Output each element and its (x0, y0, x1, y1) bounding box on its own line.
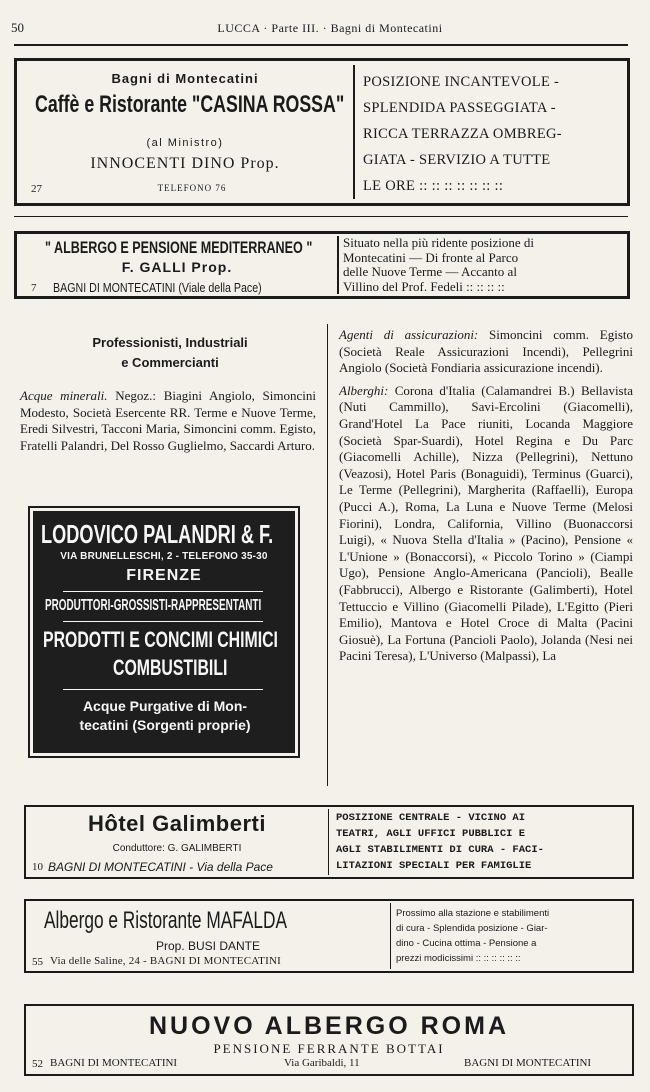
ad-number: 55 (32, 956, 43, 968)
ad-owner: Prop. BUSI DANTE (155, 939, 261, 953)
header-rule (14, 44, 628, 46)
ad-divider (337, 236, 339, 294)
ad-nuovo-albergo-roma (24, 1004, 634, 1076)
ad-address: BAGNI DI MONTECATINI - Via della Pace (48, 860, 273, 874)
ad-telephone: TELEFONO 76 (157, 183, 227, 193)
page-number: 50 (11, 20, 24, 35)
ad-number: 10 (32, 861, 43, 873)
ad-number: 52 (32, 1058, 43, 1070)
agenti-entry (339, 327, 633, 377)
ad-number: 27 (31, 183, 42, 195)
ad-conductor: Conduttore: G. GALIMBERTI (112, 843, 242, 854)
ad-business-name: LODOVICO PALANDRI & F. (41, 519, 274, 549)
ad-palandri (33, 511, 295, 753)
ad-address-left: BAGNI DI MONTECATINI (50, 1057, 178, 1069)
ad-right-text: Situato nella più ridente posizione di Montecatini — Di fronte al Parco delle Nuove Terme — Accanto al Villino del Prof. Fedeli :: :: :: :: (343, 235, 534, 294)
ad-trade: PRODUTTORI-GROSSISTI-RAPPRESENTANTI (45, 597, 262, 614)
ad-owner: F. GALLI Prop. (121, 259, 233, 275)
section-heading: Professionisti, Industriali e Commercianti (92, 335, 248, 370)
ad-subtitle: PENSIONE FERRANTE BOTTAI (213, 1041, 445, 1056)
ad-rule (63, 689, 263, 690)
ad-business-name: NUOVO ALBERGO ROMA (148, 1012, 510, 1040)
entry-text: Simoncini comm. Egisto (Società Reale Assicurazioni Incendi), Pellegrini Angiolo (Società Fondiaria assicurazione incendi). (339, 327, 634, 376)
ad-divider (353, 65, 355, 199)
ad-business-name: Hôtel Galimberti (88, 811, 266, 836)
ad-address-middle: Via Garibaldi, 11 (284, 1057, 360, 1069)
ad-business-name: Caffè e Ristorante "CASINA ROSSA" (35, 91, 345, 118)
ad-products: PRODOTTI E CONCIMI CHIMICI COMBUSTIBILI (43, 627, 278, 680)
ad-waters: Acque Purgative di Mon- tecatini (Sorgenti proprie) (79, 698, 251, 733)
ad-divider (328, 809, 329, 875)
ad-address: Via delle Saline, 24 - BAGNI DI MONTECATINI (50, 955, 281, 967)
ad-right-text: POSIZIONE CENTRALE - VICINO AI TEATRI, AGLI UFFICI PUBBLICI E AGLI STABILIMENTI DI CURA - FACI- LITAZIONI SPECIALI PER FAMIGLIE (336, 812, 544, 872)
ad-address-right: BAGNI DI MONTECATINI (464, 1057, 592, 1069)
ad-number: 7 (31, 282, 37, 294)
ad-business-name: Albergo e Ristorante MAFALDA (44, 907, 287, 934)
right-column (339, 327, 633, 763)
ad-mafalda (24, 899, 634, 973)
ad-city: FIRENZE (126, 567, 202, 584)
ad-subtitle: (al Ministro) (146, 137, 224, 149)
ad-casina-rossa (14, 58, 630, 206)
ad-address: BAGNI DI MONTECATINI (Viale della Pace) (53, 280, 262, 295)
ad-address: VIA BRUNELLESCHI, 2 - TELEFONO 35-30 (60, 551, 268, 562)
ad-right-text: POSIZIONE INCANTEVOLE - SPLENDIDA PASSEGGIATA - RICCA TERRAZZA OMBREG- GIATA - SERVIZIO A TUTTE LE ORE :: :: :: :: :: :: :: (363, 74, 562, 194)
entry-label: Acque minerali. (20, 388, 108, 403)
ad-right-text: Prossimo alla stazione e stabilimenti di cura - Splendida posizione - Giar- dino - Cucina ottima - Pensione a prezzi modicissimi :: :: :: :: :: :: (396, 908, 550, 964)
divider-rule (14, 216, 628, 217)
entry-text: Corona d'Italia (Calamandrei B.) Bellavista (Nuti Cammillo), Savi-Ercolini (Giacomelli), Grand'Hotel La Pace riuniti, Locanda Maggiore (Società Spar-Suardi), Hotel Regina e Du Parc (Giacomelli Achille), Nizza (Pellegrini), Nettuno (Veazosi), Hotel Paris (Bonaguidi), Terminus (Guarci), Le Terme (Pellegrini), Margherita (Raffaelli), Europa (Pucci A.), Roma, La Luna e Nuove Terme (Melosi Fiorini), Londra, California, Villino (Buonaccorsi Luigi), « Nuova Stella d'Italia » (Pacino), Pensione « L'Unione » (Bonaccorsi), « Piccolo Torino » (Ciampi Ugo), Pensione Anglo-Americana (Pancioli), Bealle (Fabbrucci), Albergo e Ristorante (Galimberti), Hotel Tettuccio e Villino (Giacomelli Pilade), L'Egitto (Pieri Emilio), Mantova e Hotel Croce di Malta (Pacini Giosuè), La Fortuna (Pancioli Paolo), Jolanda (Nesi nei Pacini Teresa), L'Universo (Malpassi), La (339, 382, 633, 664)
ad-divider (390, 903, 391, 969)
ad-owner: INNOCENTI DINO Prop. (90, 155, 280, 172)
ad-palandri-frame (28, 506, 300, 758)
ad-business-name: " ALBERGO E PENSIONE MEDITERRANEO " (45, 238, 313, 257)
entry-label: Agenti di assicurazioni: (339, 327, 479, 342)
ad-rule (63, 621, 263, 622)
ad-galimberti (24, 805, 634, 879)
entry-label: Alberghi: (339, 382, 389, 398)
alberghi-entry (339, 383, 633, 763)
ad-location: Bagni di Montecatini (111, 71, 259, 86)
ad-rule (63, 591, 263, 592)
column-divider (327, 324, 328, 786)
entry-text: Negoz.: Biagini Angiolo, Simoncini Modesto, Società Esercente RR. Terme e Nuove Terme, Eredi Silvestri, Tacconi Maria, Simoncini comm. Egisto, Fratelli Palandri, Del Rosso Guglielmo, Saccardi Arturo. (20, 388, 316, 453)
acque-minerali-entry (20, 388, 316, 454)
running-title: LUCCA · Parte III. · Bagni di Montecatini (217, 21, 443, 35)
ad-mediterraneo (14, 231, 630, 299)
